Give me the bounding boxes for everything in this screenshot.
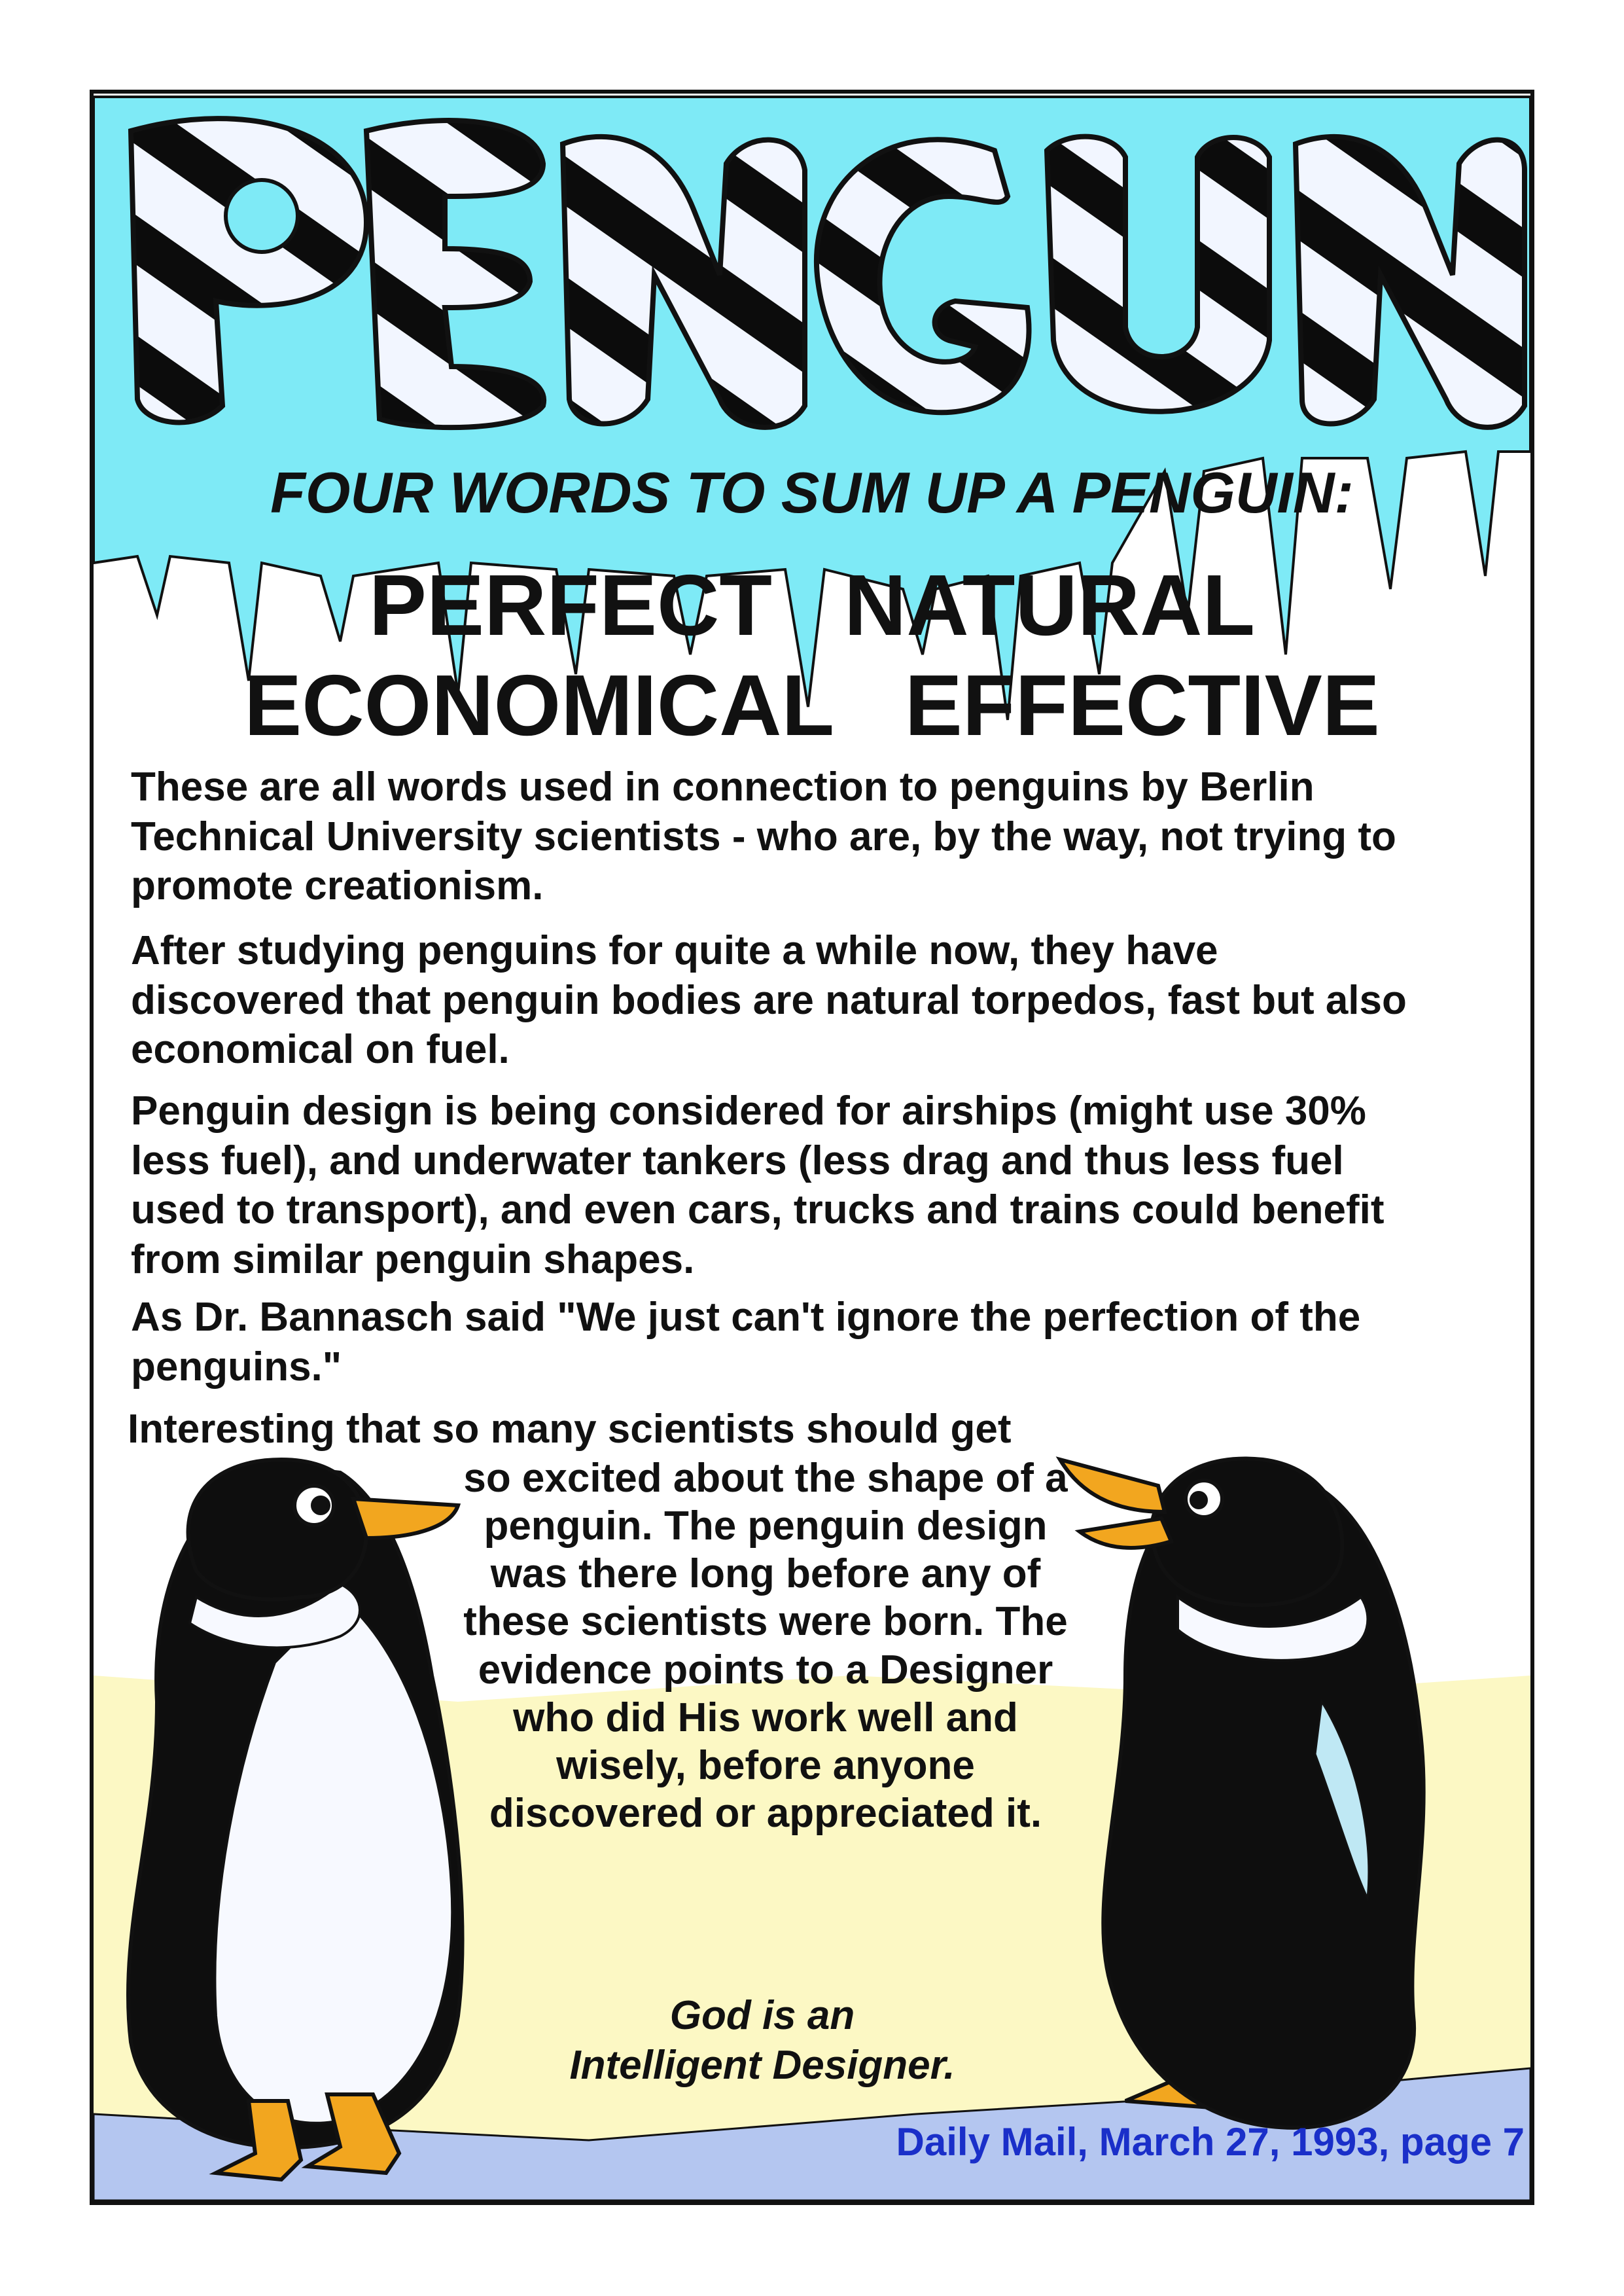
- left-penguin-head: [188, 1460, 366, 1600]
- subtitle: FOUR WORDS TO SUM UP A PENGUIN:: [270, 460, 1354, 525]
- tagline-line-1: God is an: [669, 1993, 855, 2038]
- paragraph-1: These are all words used in connection to penguins by Berlin Technical University scientists - who are, by the way, not trying to promote creationism.: [131, 764, 1396, 909]
- four-words-line-2: ECONOMICAL EFFECTIVE: [244, 657, 1380, 754]
- letter-e-shape: [366, 120, 544, 427]
- four-words-line-1: PERFECT NATURAL: [368, 557, 1256, 653]
- paragraph-2: After studying penguins for quite a while now, they have discovered that penguin bodies are natural torpedos, fast but also economical on fuel.: [131, 928, 1407, 1073]
- right-penguin-head: [1152, 1458, 1342, 1605]
- letter-p-hole: [226, 180, 298, 252]
- closing-lead: Interesting that so many scientists should get: [128, 1407, 1012, 1452]
- four-words: [92, 555, 1532, 755]
- closing-text: so excited about the shape of a penguin. The penguin design was there long before any of these scientists were born. The evidence points to a Designer who did His work well and wisely, before anyone discovered or appreciated it.: [463, 1456, 1068, 1837]
- left-penguin-pupil: [313, 1498, 328, 1513]
- tagline-line-2: Intelligent Designer.: [569, 2042, 955, 2088]
- citation: Daily Mail, March 27, 1993, page 7: [896, 2120, 1525, 2164]
- right-penguin-pupil: [1192, 1493, 1206, 1507]
- paragraph-4: As Dr. Bannasch said "We just can't ignore the perfection of the penguins.": [131, 1295, 1361, 1390]
- tagline: [497, 1991, 1027, 2090]
- paragraph-3: Penguin design is being considered for airships (might use 30% less fuel), and underwater tankers (less drag and thus less fuel used to transport), and even cars, trucks and trains could benefit from similar penguin shapes.: [131, 1088, 1385, 1282]
